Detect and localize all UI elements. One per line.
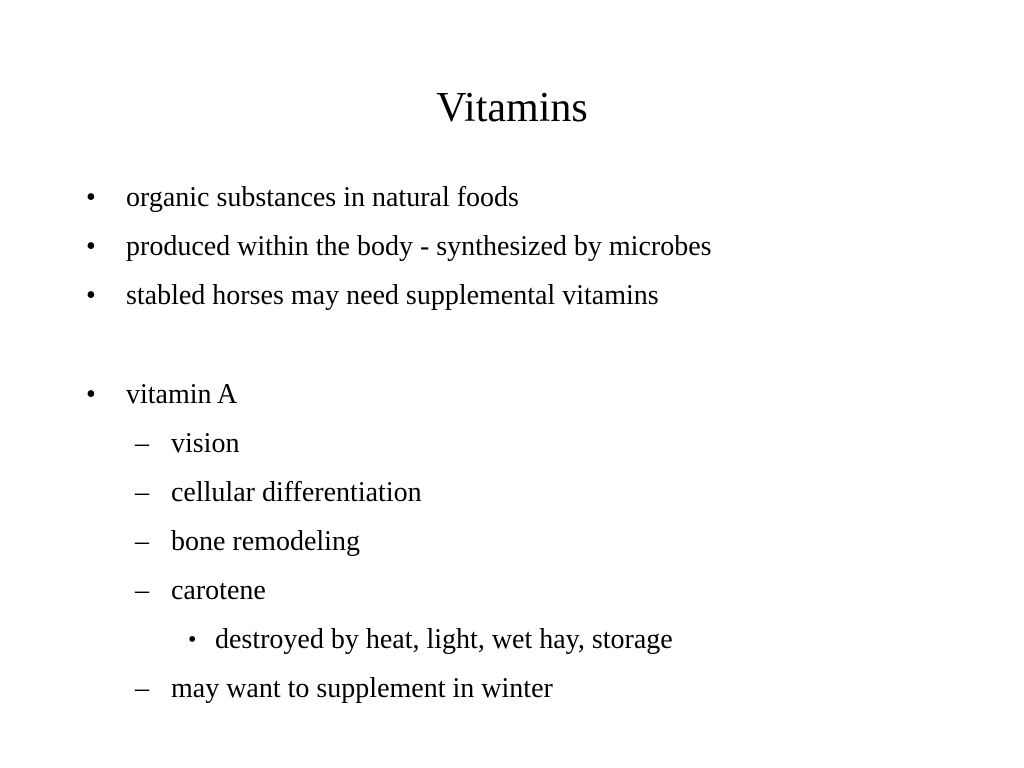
dash-marker: – [135, 673, 149, 704]
bullet-text: organic substances in natural foods [126, 182, 519, 213]
dash-marker: – [135, 526, 149, 557]
bullet-marker: • [86, 280, 96, 311]
slide-title: Vitamins [436, 85, 588, 131]
bullet-text: stabled horses may need supplemental vitamins [126, 280, 659, 311]
sub-sub-bullet-text: destroyed by heat, light, wet hay, storage [215, 624, 673, 655]
bullet-marker: • [188, 627, 197, 653]
sub-bullet-text: bone remodeling [171, 526, 360, 557]
bullet-text: vitamin A [126, 379, 238, 410]
sub-bullet-text: may want to supplement in winter [171, 673, 553, 704]
dash-marker: – [135, 428, 149, 459]
sub-bullet-text: cellular differentiation [171, 477, 422, 508]
sub-bullet-text: vision [171, 428, 240, 459]
dash-marker: – [135, 575, 149, 606]
dash-marker: – [135, 477, 149, 508]
sub-bullet-text: carotene [171, 575, 266, 606]
bullet-marker: • [86, 231, 96, 262]
bullet-text: produced within the body - synthesized by microbes [126, 231, 712, 262]
bullet-marker: • [86, 182, 96, 213]
bullet-marker: • [86, 379, 96, 410]
